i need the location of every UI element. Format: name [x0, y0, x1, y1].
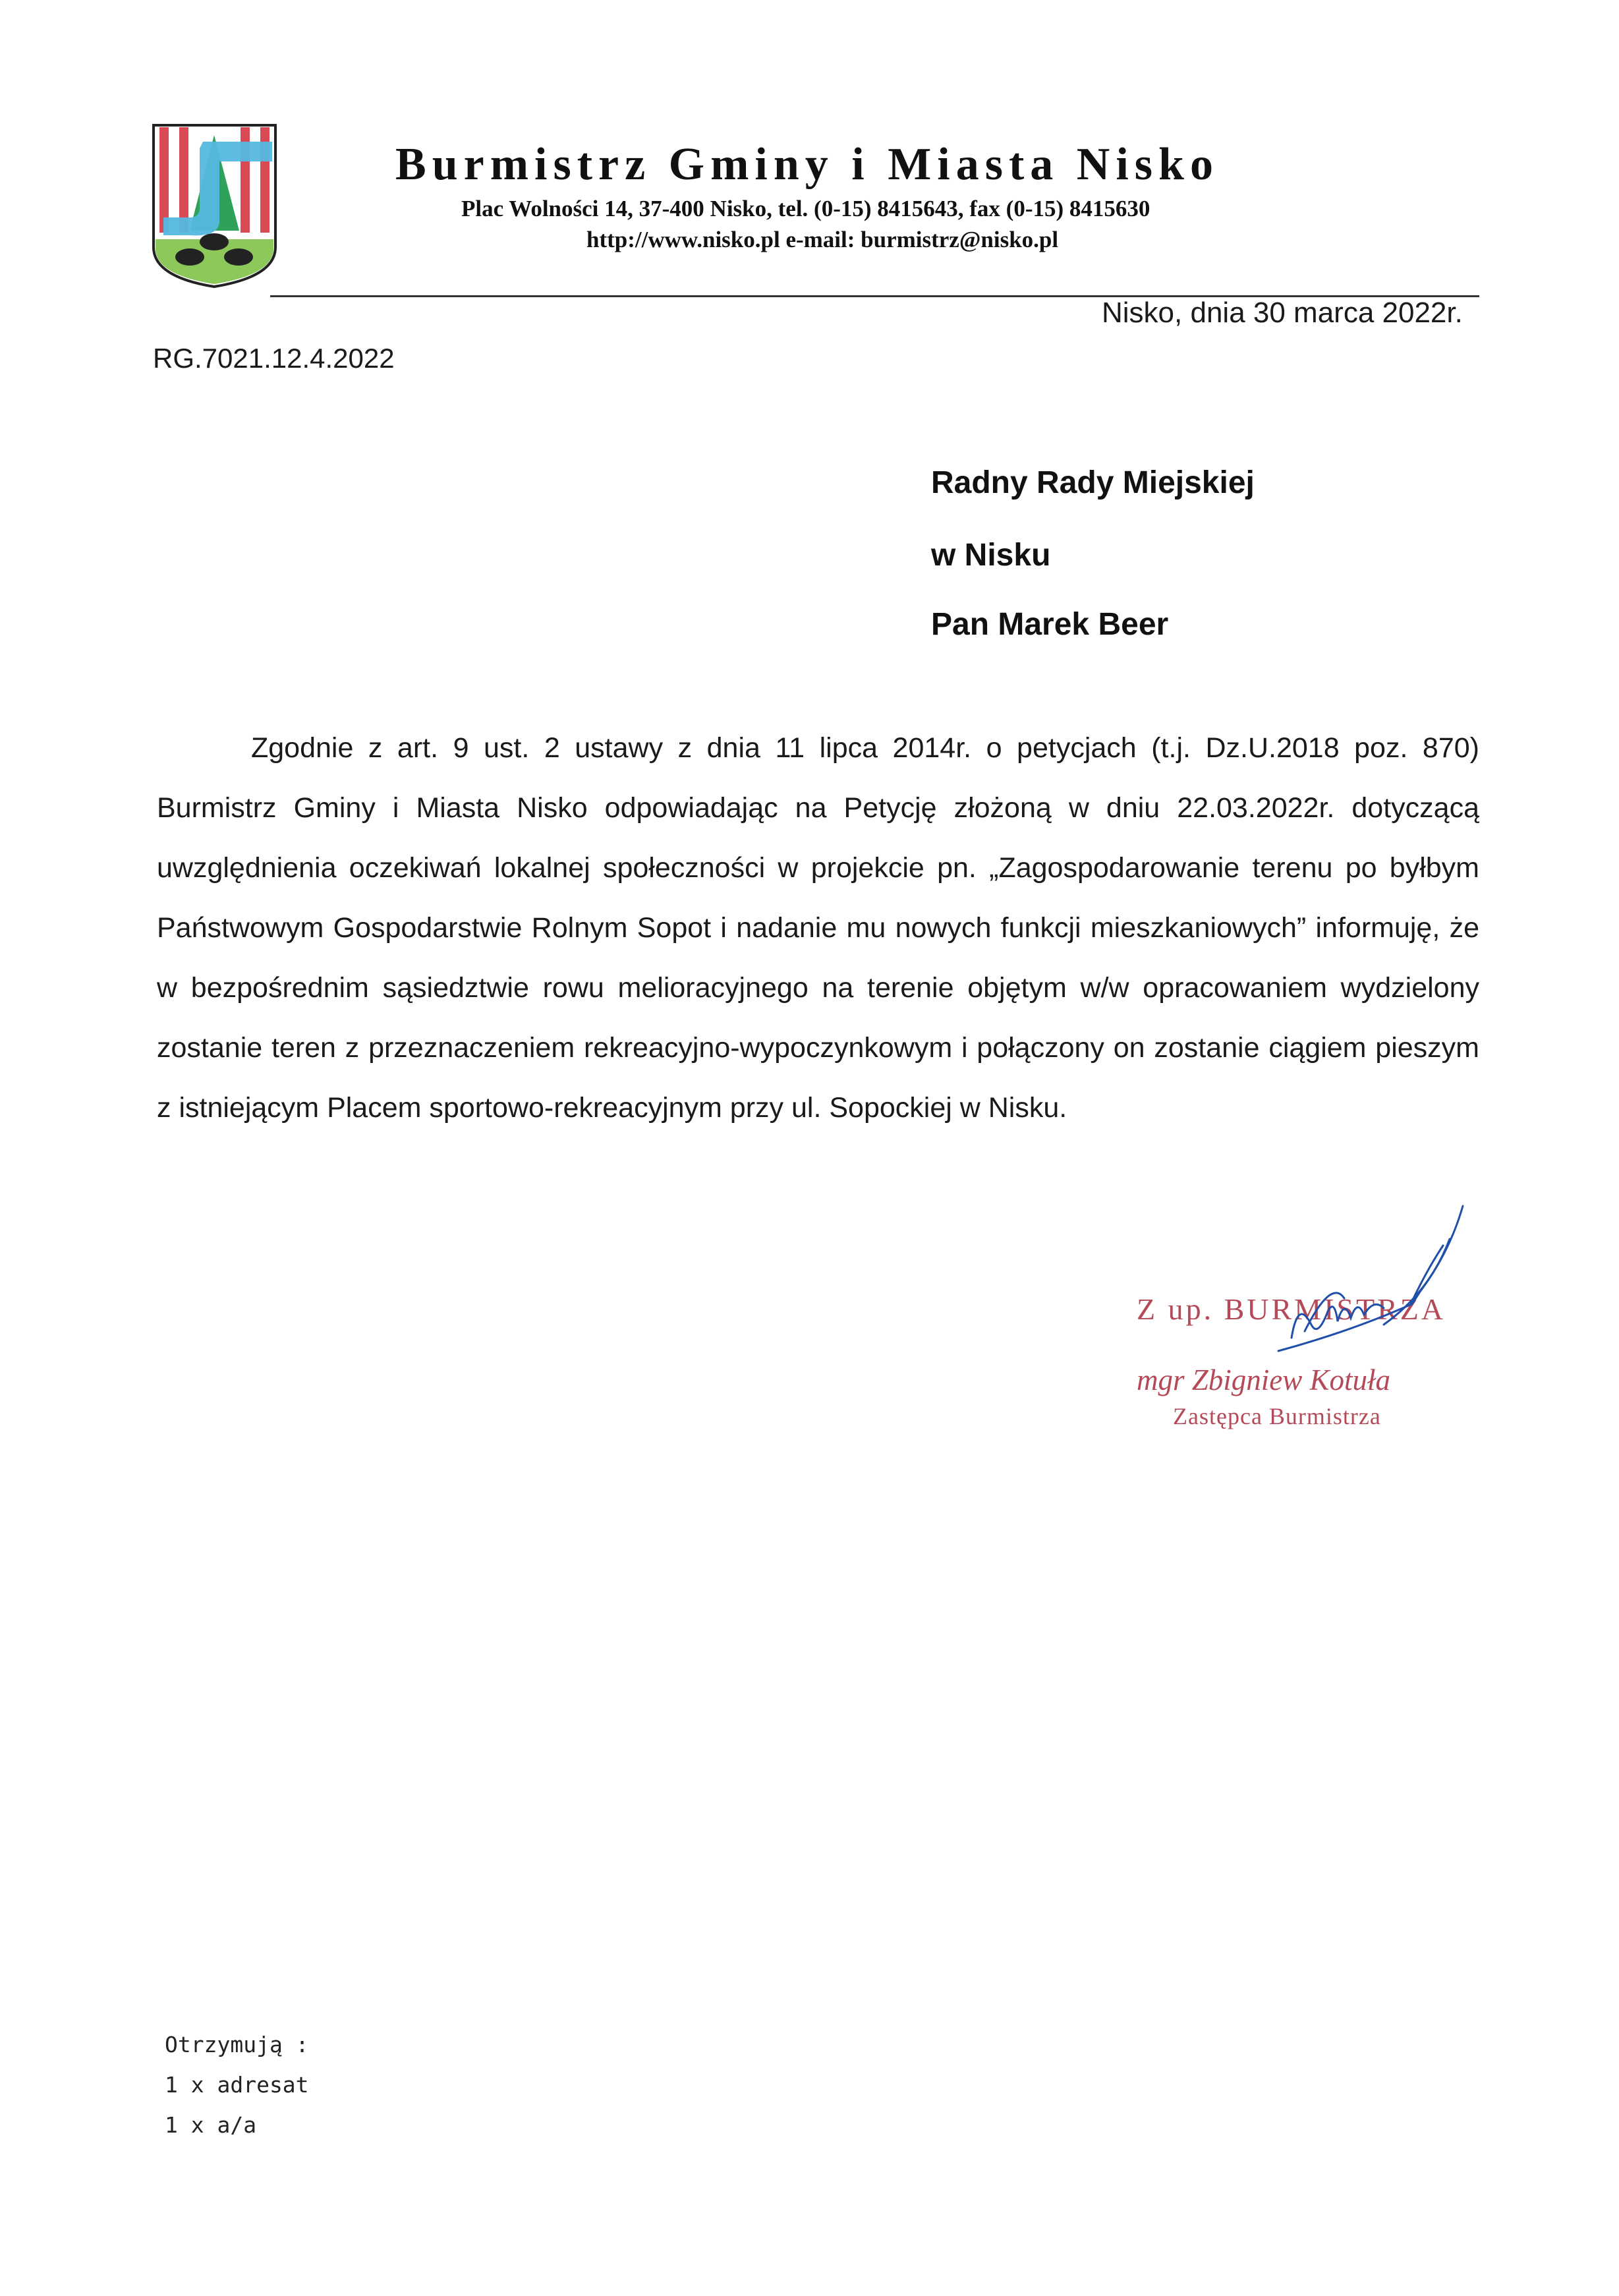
letterhead-address: Plac Wolności 14, 37-400 Nisko, tel. (0-15) 8415643, fax (0-15) 8415630 — [461, 196, 1150, 221]
letter-body: Zgodnie z art. 9 ust. 2 ustawy z dnia 11 lipca 2014r. o petycjach (t.j. Dz.U.2018 poz. 870) Burmistrz Gminy i Miasta Nisko odpowiadając na Petycję złożoną w dniu 22.03.2022r. dotyczącą uwzględnienia oczekiwań lokalnej społeczności w projekcie pn. „Zagospodarowanie terenu po byłbym Państwowym Gospodarstwie Rolnym Sopot i nadanie mu nowych funkcji mieszkaniowych” informuję, że w bezpośrednim sąsiedztwie rowu melioracyjnego na terenie objętym w/w opracowaniem wydzielony zostanie teren z przeznaczeniem rekreacyjno-wypoczynkowym i połączony on zostanie ciągiem pieszym z istniejącym Placem sportowo-rekreacyjnym przy ul. Sopockiej w Nisku. — [157, 732, 1479, 1124]
stamp-position: Zastępca Burmistrza — [1173, 1403, 1381, 1429]
addressee-line-1: Radny Rady Miejskiej — [931, 465, 1255, 500]
addressee-line-3: Pan Marek Beer — [931, 607, 1169, 642]
recipient-item: 1 x a/a — [165, 2112, 257, 2138]
stamp-name: mgr Zbigniew Kotuła — [1137, 1363, 1391, 1396]
letterhead-title: Burmistrz Gminy i Miasta Nisko — [395, 139, 1219, 190]
letterhead-contact: http://www.nisko.pl e-mail: burmistrz@nisko.pl — [586, 227, 1059, 252]
recipients-heading: Otrzymują : — [165, 2032, 309, 2057]
reference-number: RG.7021.12.4.2022 — [153, 343, 395, 374]
addressee-line-2: w Nisku — [931, 538, 1051, 573]
signature-icon — [1252, 1199, 1516, 1371]
letter-date: Nisko, dnia 30 marca 2022r. — [1102, 297, 1463, 329]
stamp-authorization: Z up. BURMISTRZA — [1137, 1292, 1446, 1326]
recipient-item: 1 x adresat — [165, 2072, 309, 2098]
coat-of-arms-icon — [150, 122, 279, 290]
